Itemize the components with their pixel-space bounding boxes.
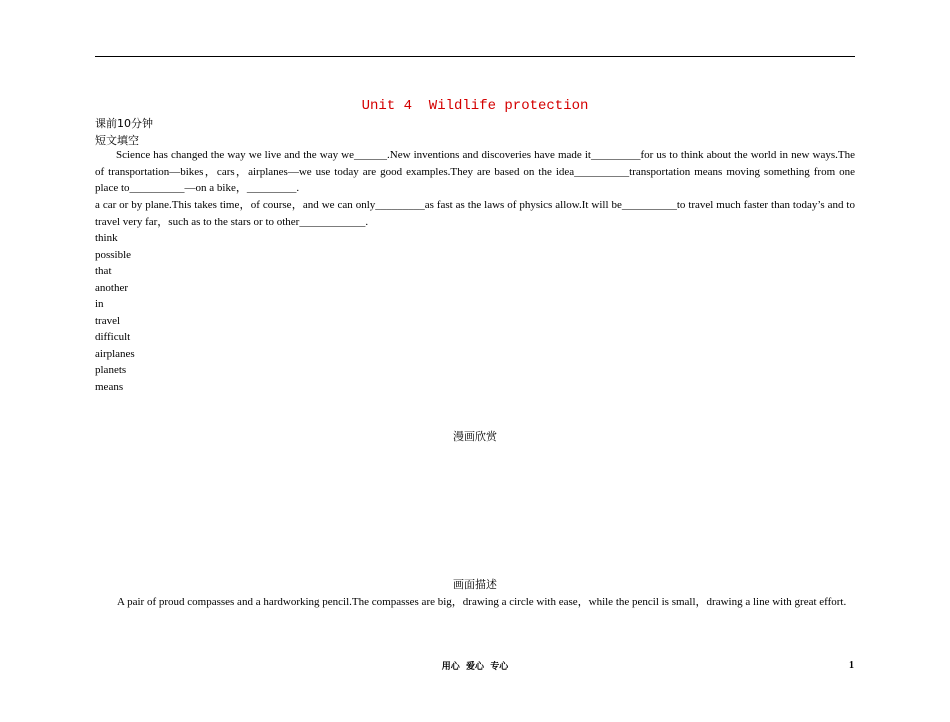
- answer-word: travel: [95, 314, 121, 327]
- answer-word-list: [95, 230, 135, 395]
- answer-word: possible: [95, 248, 132, 261]
- passage-text-1: Science has changed the way we live and the way we______.New inventions and discoveries have made it_________for us to think about the world in new ways.The of transportation—bikes，cars，airplanes—we use today are good examples.They are based on the idea__________transportation means moving something from one place to__________—on a bike，_________.: [95, 149, 855, 194]
- header-rule: [95, 56, 855, 57]
- answer-word: another: [95, 281, 128, 294]
- answer-word: difficult: [95, 331, 131, 343]
- time-label: 课前10分钟: [95, 117, 153, 130]
- description-heading: 画面描述: [453, 578, 497, 591]
- passage-paragraph-2: [95, 197, 855, 230]
- section-label: 短文填空: [95, 134, 139, 147]
- answer-word: airplanes: [95, 347, 135, 360]
- answer-word: think: [95, 232, 118, 244]
- page-number: 1: [849, 660, 854, 671]
- passage-text-2: a car or by plane.This takes time，of course，and we can only_________as fast as the laws of physics allow.It will be__________to travel much faster than today’s and to travel very far，such as to the stars or to other____________.: [95, 199, 855, 228]
- answer-word: means: [95, 380, 124, 393]
- answer-word: in: [95, 298, 104, 310]
- answer-word: planets: [95, 364, 127, 376]
- cartoon-heading: 漫画欣赏: [453, 430, 497, 443]
- cartoon-description: A pair of proud compasses and a hardworking pencil.The compasses are big，drawing a circle with ease，while the pencil is small，drawing a line with great effort.: [117, 596, 847, 608]
- answer-word: that: [95, 265, 112, 277]
- unit-title: Unit 4 Wildlife protection: [361, 98, 589, 114]
- footer-motto: 用心 爱心 专心: [441, 662, 509, 672]
- passage-paragraph-1: [95, 147, 855, 197]
